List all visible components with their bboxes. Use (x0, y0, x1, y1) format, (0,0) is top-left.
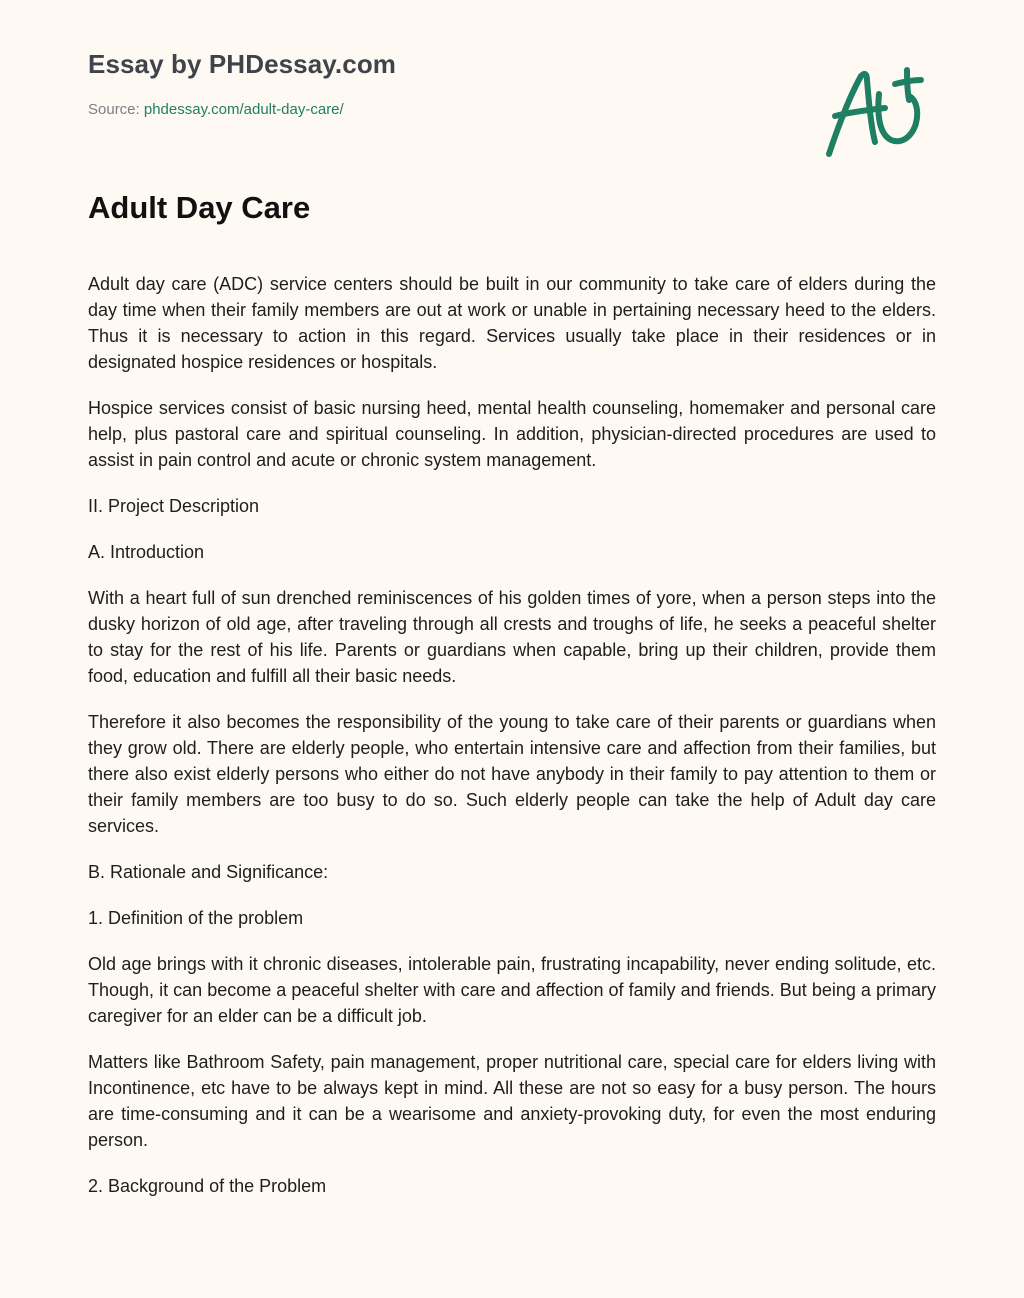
paragraph: Therefore it also becomes the responsibility of the young to take care of their parents or guardians when they grow old. There are elderly people, who entertain intensive care and affection from their families, but there also exist elderly persons who either do not have anybody in their family to pay attention to them or their family members are too busy to do so. Such elderly people can take the help of Adult day care services. (88, 712, 936, 836)
section-heading: II. Project Description (88, 496, 260, 516)
paragraph: With a heart full of sun drenched reminiscences of his golden times of yore, when a person steps into the dusky horizon of old age, after traveling through all crests and troughs of life, he seeks a peaceful shelter to stay for the rest of his life. Parents or guardians when capable, bring up their children, provide them food, education and fulfill all their basic needs. (88, 588, 936, 686)
section-heading: A. Introduction (88, 542, 205, 562)
a-plus-grade-icon (825, 64, 927, 160)
paragraph: Hospice services consist of basic nursing heed, mental health counseling, homemaker and personal care help, plus pastoral care and spiritual counseling. In addition, physician-directed procedures are used to assist in pain control and acute or chronic system management. (88, 398, 936, 470)
section-heading: 1. Definition of the problem (88, 908, 304, 928)
source-line (88, 101, 344, 118)
page-title: Adult Day Care (88, 190, 311, 225)
section-heading: 2. Background of the Problem (88, 1176, 327, 1196)
paragraph: Old age brings with it chronic diseases, intolerable pain, frustrating incapability, never ending solitude, etc. Though, it can become a peaceful shelter with care and affection of family and friends. But being a primary caregiver for an elder can be a difficult job. (88, 954, 936, 1026)
paragraph: Matters like Bathroom Safety, pain management, proper nutritional care, special care for elders living with Incontinence, etc have to be always kept in mind. All these are not so easy for a busy person. The hours are time-consuming and it can be a wearisome and anxiety-provoking duty, for even the most enduring person. (88, 1052, 936, 1150)
source-link[interactable]: phdessay.com/adult-day-care/ (143, 101, 344, 118)
essay-body (88, 271, 936, 1219)
source-label: Source: (88, 101, 144, 118)
site-brand: Essay by PHDessay.com (88, 49, 397, 79)
section-heading: B. Rationale and Significance: (88, 862, 329, 882)
paragraph: Adult day care (ADC) service centers should be built in our community to take care of elders during the day time when their family members are out at work or unable in pertaining necessary heed to the elders. Thus it is necessary to action in this regard. Services usually take place in their residences or in designated hospice residences or hospitals. (88, 274, 936, 372)
